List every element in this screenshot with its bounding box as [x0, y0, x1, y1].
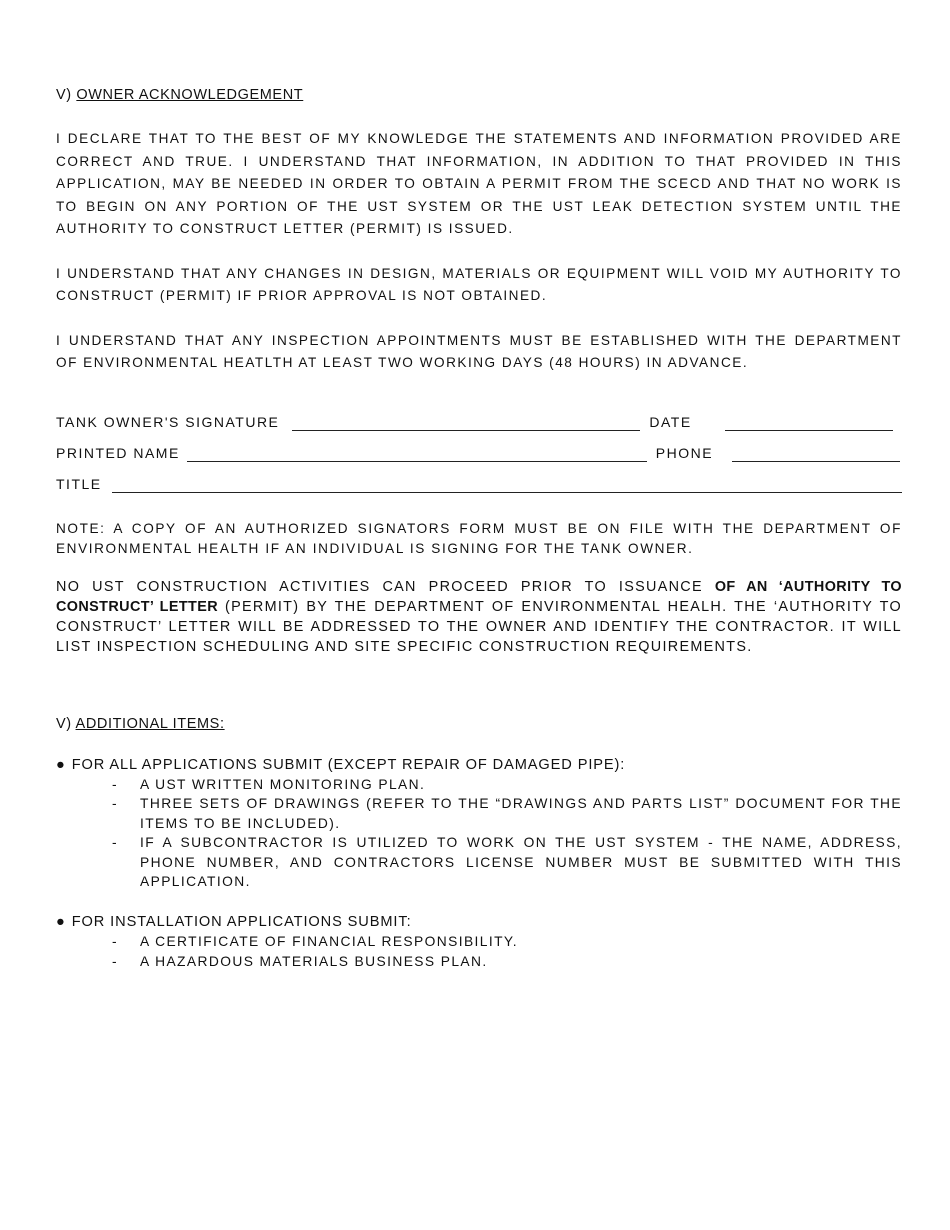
all-applications-list	[56, 775, 902, 893]
installation-applications-bullet	[56, 912, 902, 932]
bullet-heading: FOR INSTALLATION APPLICATIONS SUBMIT:	[71, 914, 412, 931]
additional-items-heading	[56, 715, 902, 733]
dash-icon: -	[112, 953, 118, 969]
title-field[interactable]	[112, 478, 902, 493]
list-item-text: IF A SUBCONTRACTOR IS UTILIZED TO WORK ON THE UST SYSTEM - THE NAME, ADDRESS, PHONE NUMBER, AND CONTRACTORS LICENSE NUMBER MUST BE SUBMITTED WITH THIS APPLICATION.	[140, 835, 902, 890]
notice-text-end: (PERMIT) BY THE DEPARTMENT OF ENVIRONMENTAL HEALH. THE ‘AUTHORITY TO CONSTRUCT’ LETTER WILL BE ADDRESSED TO THE OWNER AND IDENTIFY THE CONTRACTOR. IT WILL LIST INSPECTION SCHEDULING AND SITE SPECIFIC CONSTRUCTION REQUIREMENTS.	[56, 598, 902, 655]
printed-name-field[interactable]	[187, 447, 647, 462]
printed-name-row	[56, 440, 902, 462]
list-item-text: THREE SETS OF DRAWINGS (REFER TO THE “DRAWINGS AND PARTS LIST” DOCUMENT FOR THE ITEMS TO BE INCLUDED).	[140, 796, 902, 831]
construction-notice	[56, 577, 902, 657]
dash-icon: -	[112, 934, 118, 950]
list-item	[56, 794, 902, 833]
all-applications-bullet	[56, 755, 902, 775]
inspection-paragraph: I UNDERSTAND THAT ANY INSPECTION APPOINTMENTS MUST BE ESTABLISHED WITH THE DEPARTMENT OF ENVIRONMENTAL HEATLTH AT LEAST TWO WORKING DAYS (48 HOURS) IN ADVANCE.	[56, 332, 902, 370]
owner-acknowledgement-heading	[56, 86, 902, 104]
tank-owner-signature-field[interactable]	[292, 416, 640, 431]
section-title: OWNER ACKNOWLEDGEMENT	[76, 87, 304, 103]
notice-bold-text: OF AN ‘AUTHORITY TO CONSTRUCT’ LETTER	[56, 578, 902, 615]
bullet-heading: FOR ALL APPLICATIONS SUBMIT (EXCEPT REPAIR OF DAMAGED PIPE):	[71, 756, 626, 773]
signature-row	[56, 409, 902, 431]
title-label: TITLE	[56, 475, 102, 492]
dash-icon: -	[112, 776, 118, 792]
bullet-icon: ●	[56, 756, 66, 773]
list-item-text: A UST WRITTEN MONITORING PLAN.	[140, 776, 426, 792]
title-row	[56, 471, 902, 493]
phone-field[interactable]	[732, 447, 900, 462]
section-prefix: V)	[56, 87, 72, 103]
date-field[interactable]	[725, 416, 893, 431]
phone-label: PHONE	[655, 444, 714, 461]
list-item	[56, 932, 902, 952]
printed-name-label: PRINTED NAME	[56, 444, 180, 461]
dash-icon: -	[112, 796, 118, 812]
changes-paragraph: I UNDERSTAND THAT ANY CHANGES IN DESIGN, MATERIALS OR EQUIPMENT WILL VOID MY AUTHORITY TO CONSTRUCT (PERMIT) IF PRIOR APPROVAL IS NOT OBTAINED.	[56, 265, 902, 303]
section-prefix: V)	[56, 715, 72, 732]
date-label: DATE	[649, 413, 692, 430]
authorized-signators-note: NOTE: A COPY OF AN AUTHORIZED SIGNATORS FORM MUST BE ON FILE WITH THE DEPARTMENT OF ENVIRONMENTAL HEALTH IF AN INDIVIDUAL IS SIGNING FOR THE TANK OWNER.	[56, 520, 902, 556]
list-item	[56, 775, 902, 795]
declaration-paragraph: I DECLARE THAT TO THE BEST OF MY KNOWLEDGE THE STATEMENTS AND INFORMATION PROVIDED ARE CORRECT AND TRUE. I UNDERSTAND THAT INFORMATION, IN ADDITION TO THAT PROVIDED IN THIS APPLICATION, MAY BE NEEDED IN ORDER TO OBTAIN A PERMIT FROM THE SCECD AND THAT NO WORK IS TO BEGIN ON ANY PORTION OF THE UST SYSTEM OR THE UST LEAK DETECTION SYSTEM UNTIL THE AUTHORITY TO CONSTRUCT LETTER (PERMIT) IS ISSUED.	[56, 131, 902, 236]
document-page	[56, 86, 902, 971]
list-item-text: A CERTIFICATE OF FINANCIAL RESPONSIBILITY.	[140, 934, 518, 950]
section-title: ADDITIONAL ITEMS:	[75, 715, 225, 732]
notice-text-start: NO UST CONSTRUCTION ACTIVITIES CAN PROCEED PRIOR TO ISSUANCE	[56, 578, 715, 595]
installation-applications-list	[56, 932, 902, 971]
list-item	[56, 952, 902, 972]
bullet-icon: ●	[56, 914, 66, 931]
list-item	[56, 833, 902, 892]
list-item-text: A HAZARDOUS MATERIALS BUSINESS PLAN.	[140, 953, 488, 969]
dash-icon: -	[112, 835, 118, 851]
tank-owner-signature-label: TANK OWNER'S SIGNATURE	[56, 413, 280, 430]
